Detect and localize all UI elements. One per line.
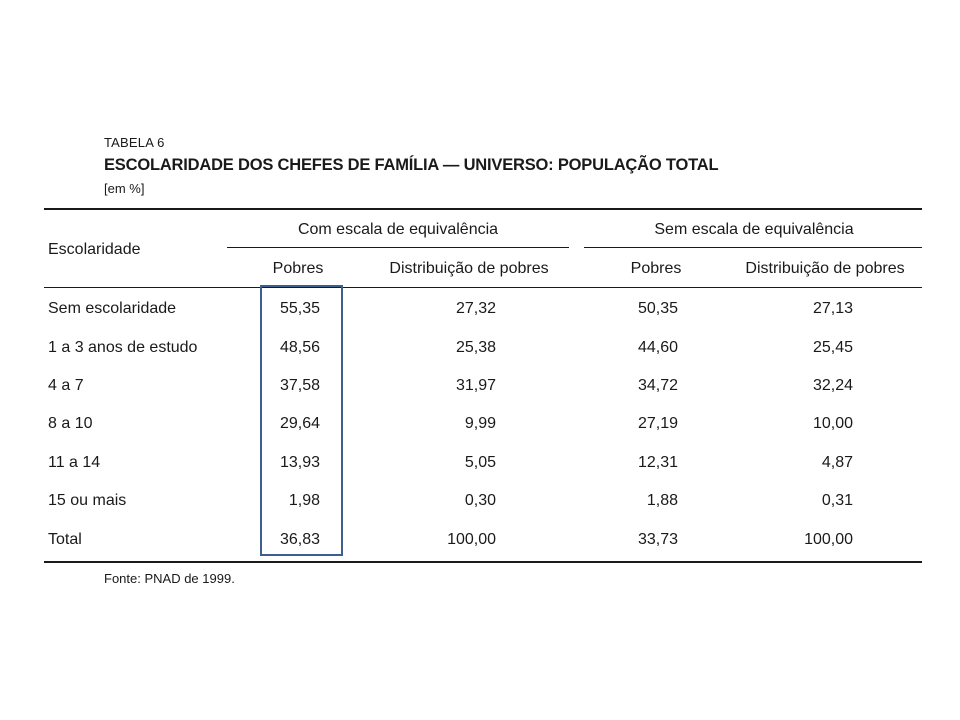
row-label: 4 a 7	[48, 377, 84, 394]
cell-distribuicao-with: 25,38	[455, 339, 496, 356]
cell-distribuicao-without: 10,00	[812, 415, 853, 432]
row-label: 1 a 3 anos de estudo	[48, 339, 198, 356]
cell-distribuicao-without: 4,87	[821, 454, 853, 471]
cell-distribuicao-with: 100,00	[447, 531, 496, 548]
cell-pobres-without: 1,88	[646, 492, 678, 509]
row-label-total: Total	[48, 531, 82, 548]
cell-distribuicao-without: 32,24	[812, 377, 853, 394]
cell-pobres-without: 34,72	[637, 377, 678, 394]
cell-pobres-with: 1,98	[288, 492, 320, 509]
row-label: 8 a 10	[48, 415, 93, 432]
cell-distribuicao-without: 25,45	[812, 339, 853, 356]
table-title: ESCOLARIDADE DOS CHEFES DE FAMÍLIA — UNIVERSO: POPULAÇÃO TOTAL	[104, 156, 719, 174]
cell-distribuicao-with: 31,97	[455, 377, 496, 394]
table-number: TABELA 6	[104, 135, 165, 150]
subheader-pobres-2: Pobres	[630, 260, 682, 277]
cell-distribuicao-without: 27,13	[812, 300, 853, 317]
table-top-rule	[44, 208, 922, 210]
subheader-distribuicao-1: Distribuição de pobres	[389, 260, 549, 277]
row-label: 11 a 14	[48, 454, 101, 471]
cell-pobres-with: 48,56	[279, 339, 320, 356]
cell-distribuicao-with: 27,32	[455, 300, 496, 317]
cell-pobres-with: 36,83	[279, 531, 320, 548]
cell-pobres-without: 44,60	[637, 339, 678, 356]
cell-pobres-with: 55,35	[279, 300, 320, 317]
group-rule-without-scale	[584, 247, 922, 248]
cell-distribuicao-without: 100,00	[804, 531, 853, 548]
cell-distribuicao-with: 5,05	[464, 454, 496, 471]
subheader-pobres-1: Pobres	[272, 260, 324, 277]
cell-pobres-with: 13,93	[279, 454, 320, 471]
cell-pobres-without: 12,31	[637, 454, 678, 471]
row-label: Sem escolaridade	[48, 300, 177, 317]
row-header-escolaridade: Escolaridade	[48, 241, 141, 258]
cell-pobres-with: 29,64	[279, 415, 320, 432]
cell-pobres-without: 33,73	[637, 531, 678, 548]
cell-pobres-without: 27,19	[637, 415, 678, 432]
subheader-distribuicao-2: Distribuição de pobres	[745, 260, 905, 277]
row-label: 15 ou mais	[48, 492, 127, 509]
table-source-note: Fonte: PNAD de 1999.	[104, 571, 235, 586]
cell-pobres-without: 50,35	[637, 300, 678, 317]
cell-pobres-with: 37,58	[279, 377, 320, 394]
highlight-box-pobres-column	[260, 285, 343, 556]
group-rule-with-scale	[227, 247, 569, 248]
cell-distribuicao-without: 0,31	[821, 492, 853, 509]
cell-distribuicao-with: 0,30	[464, 492, 496, 509]
group-header-with-scale: Com escala de equivalência	[297, 221, 499, 238]
table-unit: [em %]	[104, 181, 145, 196]
table-bottom-rule	[44, 561, 922, 563]
cell-distribuicao-with: 9,99	[464, 415, 496, 432]
group-header-without-scale: Sem escala de equivalência	[654, 221, 854, 238]
header-rule	[44, 287, 922, 288]
